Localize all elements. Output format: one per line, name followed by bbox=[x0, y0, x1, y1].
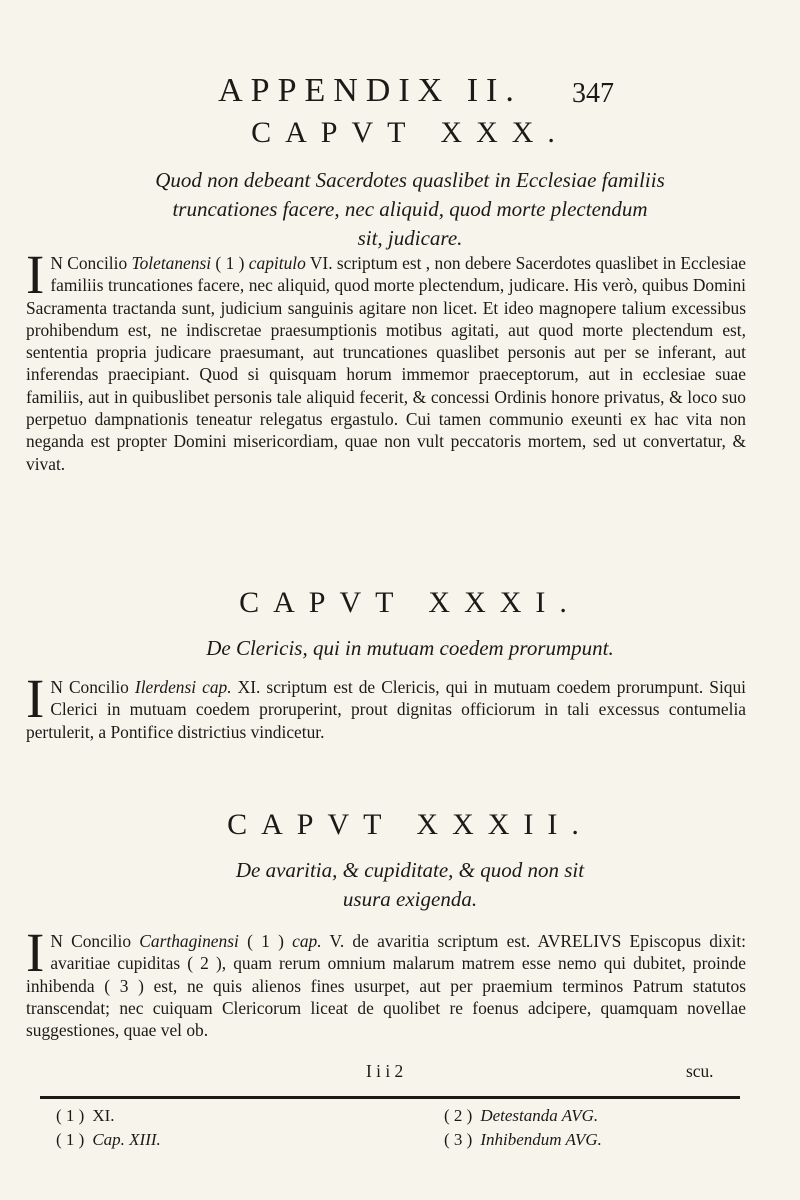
text-lead-italic: Toletanensi bbox=[131, 253, 212, 273]
footnote-text: Inhibendum AVG. bbox=[480, 1130, 602, 1149]
chapter-text-30 bbox=[26, 244, 747, 475]
chapter-text-31 bbox=[26, 668, 746, 743]
text-lead-italic: Carthaginensi bbox=[139, 931, 239, 951]
chapter-heading-32: CAPVT XXXII. bbox=[227, 808, 593, 841]
text-lead: N Concilio bbox=[50, 677, 135, 697]
chapter-subtitle-32 bbox=[110, 856, 710, 914]
footnote-rule bbox=[40, 1096, 740, 1099]
text-cap-italic: capitulo bbox=[248, 253, 306, 273]
chapter-subtitle-31: De Clericis, qui in mutuam coedem prorumpunt. bbox=[206, 636, 614, 660]
footnote-column-right bbox=[444, 1104, 744, 1152]
footnote-mark: ( 1 ) bbox=[56, 1130, 85, 1149]
footnote-mark: ( 3 ) bbox=[444, 1130, 473, 1149]
drop-cap: I bbox=[26, 244, 45, 305]
paragraph-body: VI. scriptum est , non debere Sacerdotes quaslibet in Ecclesiae familiis truncationes facere, nec aliquid, quod morte plectendum, judicare. His verò, quibus Domini Sacramenta tractanda sunt, judicium sanguinis agitare non licet. Et ideo magnopere talium excessibus prohibendum est, ne indiscretae praesumptionis motibus agitati, aut quod morte plectendum est, sententia propria judicare praesumant, aut truncationes quaslibet personis aut per se inferant, aut inferendas praecipiant. Quod si quisquam horum immemor praeceptorum, aut in ecclesiae suae familiis, aut in quibuslibet personis tale aliquid fecerit, & concessi Ordinis honore privatus, & loco suo perpetuo dampnationis teneatur relegatus ergastulo. Cui tamen communio exeunti ex hac vita non neganda est propter Domini misericordiam, quae non vult peccatoris mortem, sed ut convertatur, & vivat. bbox=[26, 253, 747, 474]
text-lead-rest: ( 1 ) bbox=[211, 253, 249, 273]
footnote-mark: ( 1 ) bbox=[56, 1106, 85, 1125]
footnote bbox=[56, 1104, 356, 1128]
text-cap-italic: cap. bbox=[292, 931, 322, 951]
text-lead-rest: ( 1 ) bbox=[238, 931, 293, 951]
running-head bbox=[0, 72, 800, 112]
subtitle-line: sit, judicare. bbox=[357, 226, 463, 250]
chapter-subtitle-30 bbox=[110, 166, 710, 253]
footnote-column-left bbox=[56, 1104, 356, 1152]
text-lead: N Concilio bbox=[50, 253, 132, 273]
catchword: scu. bbox=[686, 1061, 714, 1081]
footnote-text: Detestanda AVG. bbox=[480, 1106, 599, 1125]
text-lead-italic: Ilerdensi cap. bbox=[134, 677, 232, 697]
chapter-heading-31: CAPVT XXXI. bbox=[239, 586, 581, 619]
chapter-heading-30: CAPVT XXX. bbox=[251, 116, 569, 149]
subtitle-line: truncationes facere, nec aliquid, quod morte plectendum bbox=[172, 197, 648, 221]
subtitle-line: usura exigenda. bbox=[342, 887, 478, 911]
footnotes bbox=[56, 1104, 756, 1164]
footnote bbox=[444, 1104, 744, 1128]
chapter-text-32 bbox=[26, 922, 746, 1041]
subtitle-line: De avaritia, & cupiditate, & quod non sit bbox=[235, 858, 585, 882]
page-number: 347 bbox=[572, 78, 614, 109]
footnote bbox=[444, 1128, 744, 1152]
footnote-mark: ( 2 ) bbox=[444, 1106, 473, 1125]
text-lead: N Concilio bbox=[50, 931, 140, 951]
paragraph-body: XI. scriptum est de Clericis, qui in mutuam coedem prorumpunt. Siqui Clerici in mutuam coedem proruperint, prout dignitas officiorum in tali excessus contumelia pertulerit, a Pontifice districtius vindicetur. bbox=[26, 677, 746, 742]
footnote-text: XI. bbox=[92, 1106, 115, 1125]
footnote bbox=[56, 1128, 356, 1152]
paragraph-body: V. de avaritia scriptum est. AVRELIVS Episcopus dixit: avaritiae cupiditas ( 2 ), quam rerum omnium malarum matrem esse nemo qui dubitet, proinde inhibenda ( 3 ) est, ne quis alienos fines usurpet, aut per praemium terminos Patrum statutos transcendat; nec cuiquam Clericorum liceat de quolibet re foenus adcipere, quamquam novellae suggestiones, quae vel ob. bbox=[26, 931, 746, 1041]
subtitle-line: Quod non debeant Sacerdotes quaslibet in Ecclesiae familiis bbox=[155, 168, 665, 192]
drop-cap: I bbox=[26, 668, 45, 729]
drop-cap: I bbox=[26, 922, 45, 983]
running-title: APPENDIX II. bbox=[218, 72, 522, 109]
footnote-text: Cap. XIII. bbox=[92, 1130, 161, 1149]
signature-mark: I i i 2 bbox=[366, 1061, 404, 1081]
